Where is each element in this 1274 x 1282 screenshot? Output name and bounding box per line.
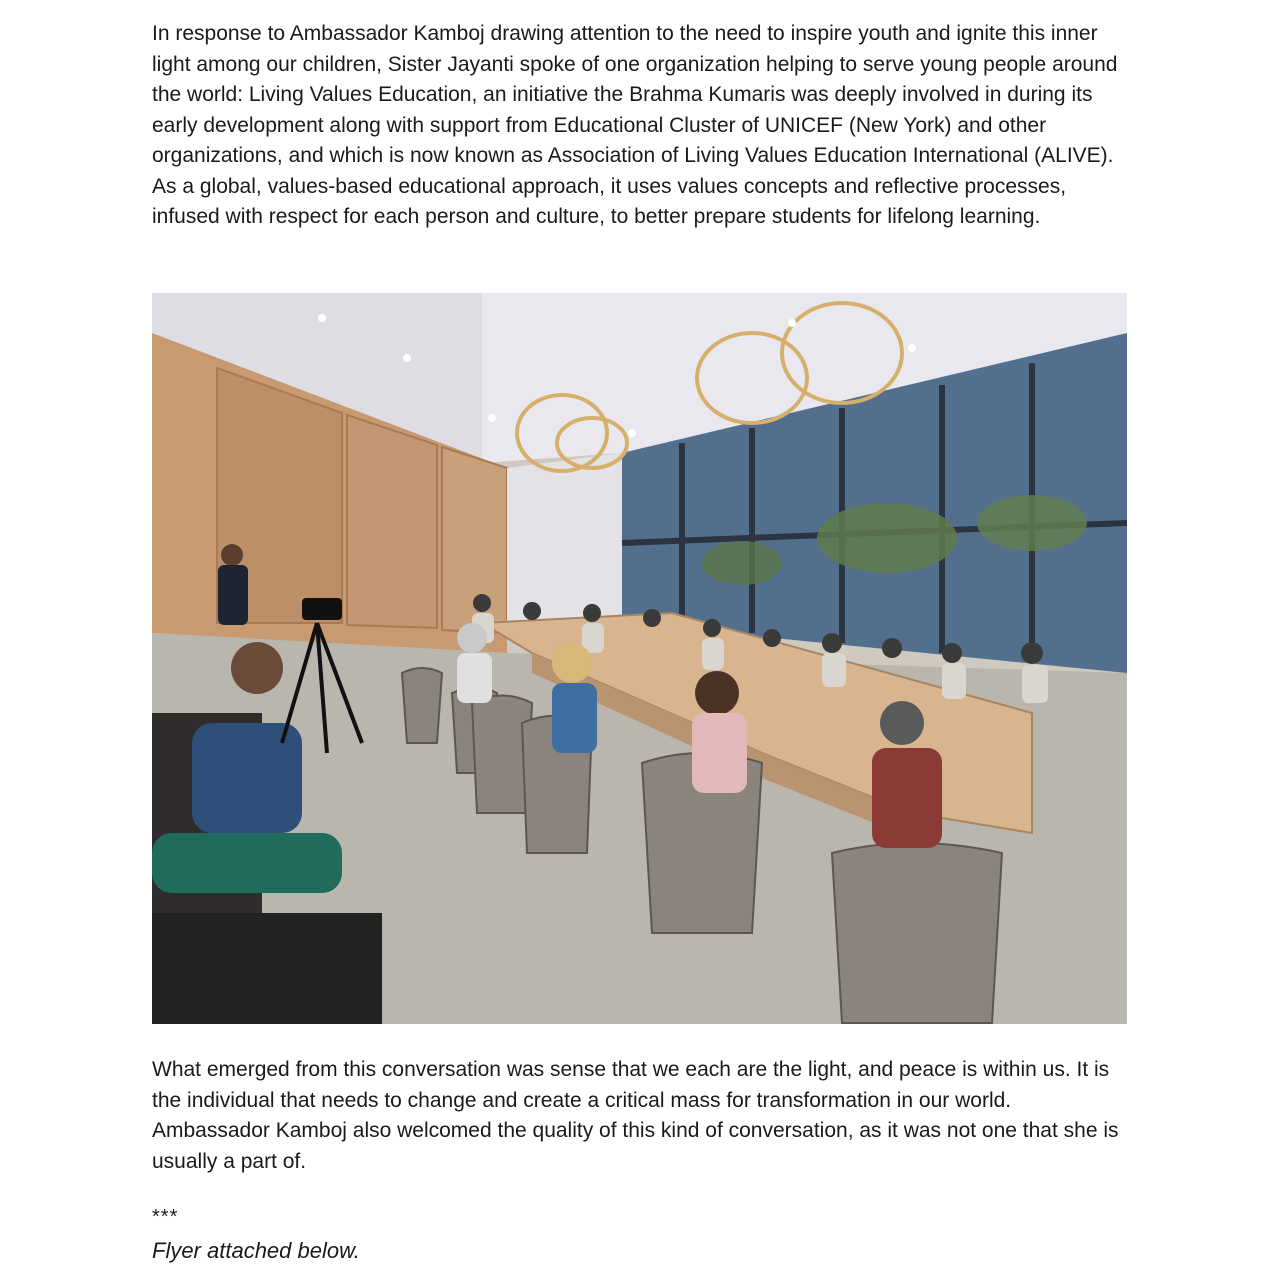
paragraph-conclusion: What emerged from this conversation was sense that we each are the light, and peace is within us. It is the individual that needs to change and create a critical mass for transformation in our world. Ambassador Kamboj also welcomed the quality of this kind of conversation, as it was not one that she is usually a part of.	[152, 1058, 1119, 1173]
section-separator: ***	[152, 1206, 179, 1228]
meeting-room-photo	[152, 293, 1127, 1024]
flyer-note: Flyer attached below.	[152, 1238, 360, 1263]
paragraph-intro: In response to Ambassador Kamboj drawing attention to the need to inspire youth and ignite this inner light among our children, Sister Jayanti spoke of one organization helping to serve young people around the world: Living Values Education, an initiative the Brahma Kumaris was deeply involved in during its early development along with support from Educational Cluster of UNICEF (New York) and other organizations, and which is now known as Association of Living Values Education International (ALIVE). As a global, values-based educational approach, it uses values concepts and reflective processes, infused with respect for each person and culture, to better prepare students for lifelong learning.	[152, 22, 1118, 228]
